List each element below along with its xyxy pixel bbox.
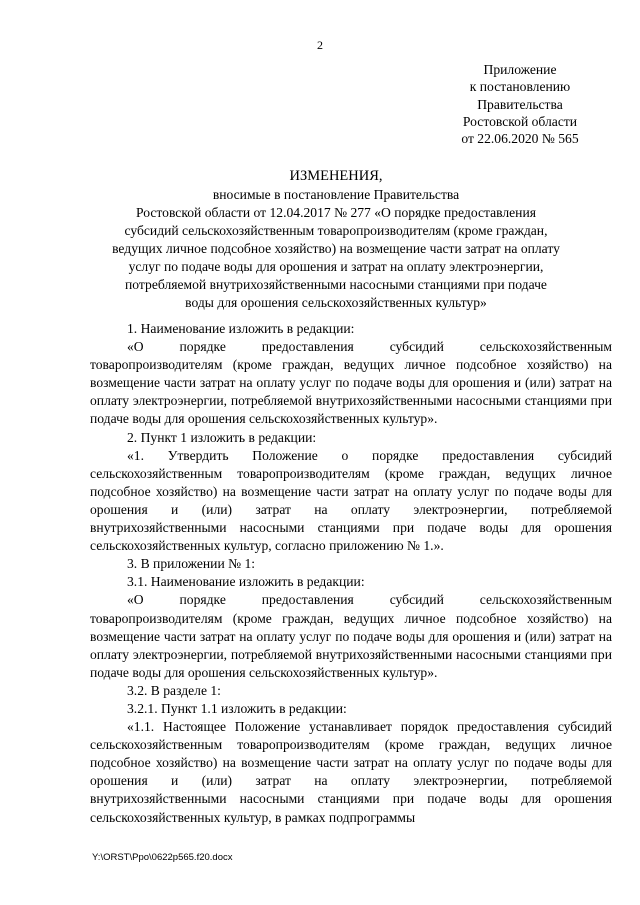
title-line: вносимые в постановление Правительства	[212, 187, 460, 202]
title-line: ведущих личное подсобное хозяйство) на возмещение части затрат на оплату	[112, 241, 560, 256]
appendix-line: к постановлению	[469, 79, 571, 95]
appendix-line: от 22.06.2020 № 565	[461, 131, 579, 147]
paragraph: 3. В приложении № 1:	[127, 556, 256, 572]
document-body	[90, 320, 612, 827]
title-line: субсидий сельскохозяйственным товаропроизводителям (кроме граждан,	[124, 223, 548, 238]
paragraph: «О порядке предоставления субсидий сельскохозяйственным товаропроизводителям (кроме граждан, ведущих личное подсобное хозяйство) на возмещение части затрат на оплату услуг по подаче воды для орошения и (или) затрат на оплату электроэнергии, потребляемой внутрихозяйственными насосными станциями при подаче воды для орошения сельскохозяйственных культур».	[90, 592, 612, 680]
appendix-block	[450, 61, 590, 147]
paragraph: 3.2.1. Пункт 1.1 изложить в редакции:	[127, 700, 347, 716]
title-line: услуг по подаче воды для орошения и затрат на оплату электроэнергии,	[128, 259, 544, 274]
document-title	[80, 167, 592, 312]
paragraph: 3.2. В разделе 1:	[127, 682, 221, 698]
file-path-footer: Y:\ORST\Ppo\0622p565.f20.docx	[92, 852, 233, 863]
appendix-line: Ростовской области	[462, 113, 578, 129]
paragraph: «1.1. Настоящее Положение устанавливает порядок предоставления субсидий сельскохозяйственным товаропроизводителям (кроме граждан, ведущих личное подсобное хозяйство) на возмещение части затрат на оплату услуг по подаче воды для орошения и (или) затрат на оплату электроэнергии, потребляемой внутрихозяйственными насосными станциями при подаче воды для орошения сельскохозяйственных культур, в рамках подпрограммы	[90, 719, 612, 825]
paragraph: «О порядке предоставления субсидий сельскохозяйственным товаропроизводителям (кроме граждан, ведущих личное подсобное хозяйство) на возмещение части затрат на оплату услуг по подаче воды для орошения и (или) затрат на оплату электроэнергии, потребляемой внутрихозяйственными насосными станциями при подаче воды для орошения сельскохозяйственных культур».	[90, 339, 612, 427]
paragraph: «1. Утвердить Положение о порядке предоставления субсидий сельскохозяйственным товаропроизводителям (кроме граждан, ведущих личное подсобное хозяйство) на возмещение части затрат на оплату услуг по подаче воды для орошения и (или) затрат на оплату электроэнергии, потребляемой внутрихозяйственными насосными станциями при подаче воды для орошения сельскохозяйственных культур, согласно приложению № 1.».	[90, 447, 612, 554]
paragraph: 1. Наименование изложить в редакции:	[127, 321, 355, 336]
appendix-line: Приложение	[483, 62, 557, 77]
paragraph: 3.1. Наименование изложить в редакции:	[127, 574, 365, 590]
title-line: воды для орошения сельскохозяйственных культур»	[185, 295, 487, 310]
title-heading: ИЗМЕНЕНИЯ,	[289, 168, 383, 184]
page-number: 2	[317, 38, 323, 52]
title-line: Ростовской области от 12.04.2017 № 277 «О порядке предоставления	[136, 205, 536, 220]
paragraph: 2. Пункт 1 изложить в редакции:	[127, 429, 317, 445]
title-line: потребляемой внутрихозяйственными насосными станциями при подаче	[125, 277, 547, 292]
appendix-line: Правительства	[477, 96, 563, 112]
